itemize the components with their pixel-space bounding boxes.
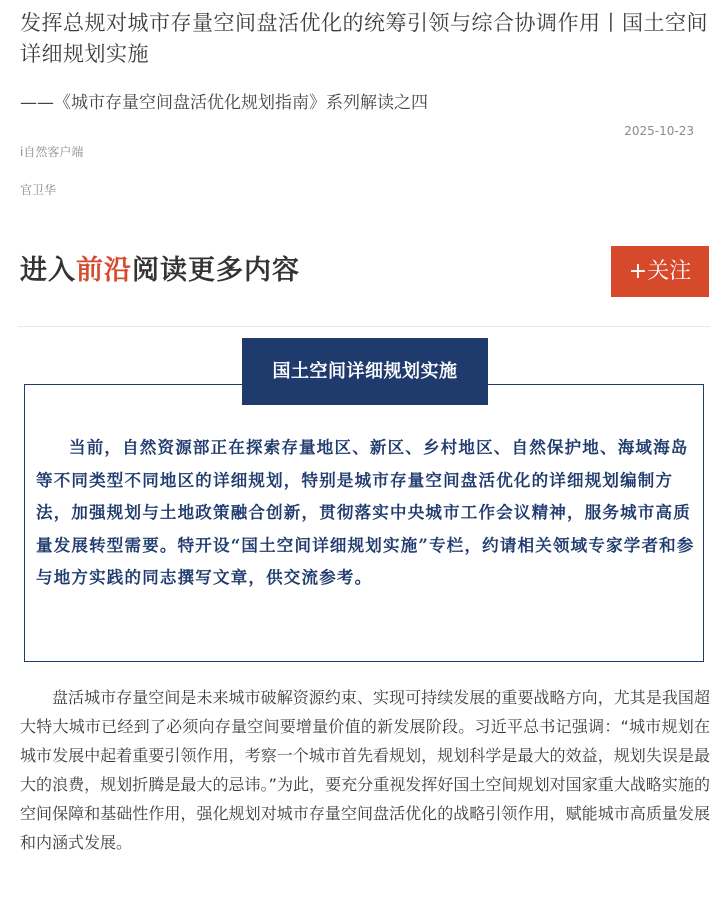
publish-date: 2025-10-23	[624, 124, 694, 138]
article-subtitle: ——《城市存量空间盘活优化规划指南》系列解读之四	[20, 93, 428, 113]
body-paragraph: 盘活城市存量空间是未来城市破解资源约束、实现可持续发展的重要战略方向，尤其是我国超大特大城市已经到了必须向存量空间要增量价值的新发展阶段。习近平总书记强调：“城市规划在城市发展中起着重要引领作用，考察一个城市首先看规划，规划科学是最大的效益，规划失误是最大的浪费，规划折腾是最大的忌讳。”为此，要充分重视发挥好国土空间规划对国家重大战略实施的空间保障和基础性作用，强化规划对城市存量空间盘活优化的战略引领作用，赋能城市高质量发展和内涵式发展。	[20, 688, 710, 852]
column-tag: 国土空间详细规划实施	[242, 338, 488, 405]
promo-suffix: 阅读更多内容	[132, 255, 300, 286]
promo-banner[interactable]	[20, 252, 300, 290]
column-intro-text: 当前，自然资源部正在探索存量地区、新区、乡村地区、自然保护地、海域海岛等不同类型不同地区的详细规划，特别是城市存量空间盘活优化的详细规划编制方法，加强规划与土地政策融合创新，贯彻落实中央城市工作会议精神，服务城市高质量发展转型需要。特开设“国土空间详细规划实施”专栏，约请相关领域专家学者和参与地方实践的同志撰写文章，供交流参考。	[36, 438, 695, 587]
promo-prefix: 进入	[20, 255, 76, 286]
article-title: 发挥总规对城市存量空间盘活优化的统筹引领与综合协调作用丨国土空间详细规划实施	[20, 11, 708, 66]
article-author: 官卫华	[20, 183, 57, 197]
follow-button[interactable]: +关注	[611, 246, 709, 297]
promo-highlight: 前沿	[76, 255, 132, 286]
article-source[interactable]: i自然客户端	[20, 145, 84, 159]
section-divider	[18, 326, 710, 327]
